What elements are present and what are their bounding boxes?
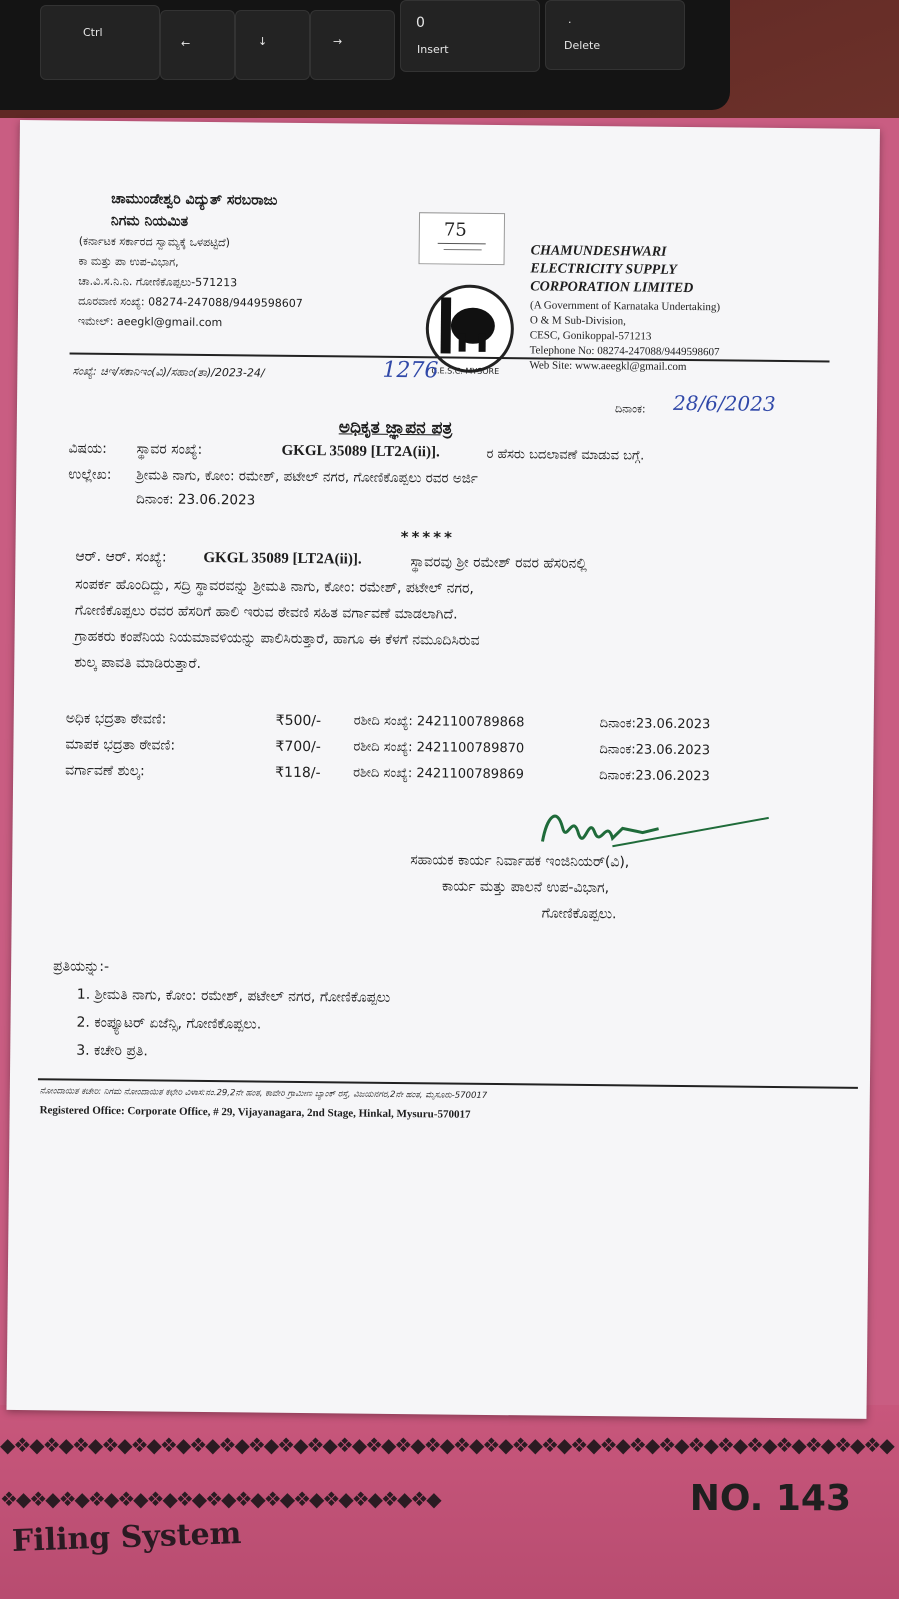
body-line5: ಶುಲ್ಕ ಪಾವತಿ ಮಾಡಿರುತ್ತಾರೆ.: [74, 654, 202, 672]
subject-installation-code: GKGL 35089 [LT2A(ii)].: [281, 442, 440, 461]
payment-date: ದಿನಾಂಕ:23.06.2023: [599, 768, 710, 785]
en-company-name-line2: ELECTRICITY SUPPLY: [530, 261, 677, 278]
cesc-seal-logo: [425, 284, 514, 373]
key-label: 0: [416, 15, 425, 31]
seal-caption: C.E.S.C. MYSORE: [431, 366, 500, 377]
date-label: ದಿನಾಂಕ:: [614, 402, 646, 416]
folder-ornament-border: ❖◆❖◆❖◆❖◆❖◆❖◆❖◆❖◆❖◆❖◆❖◆❖◆❖◆❖◆❖◆: [0, 1487, 440, 1511]
payment-amount: ₹500/-: [275, 712, 322, 730]
kn-email: ಇಮೇಲ್: aeegkl@gmail.com: [77, 314, 223, 330]
payment-date: ದಿನಾಂಕ:23.06.2023: [599, 716, 711, 733]
copy-item: 1. ಶ್ರೀಮತಿ ನಾಗು, ಕೋಂ: ರಮೇಶ್, ಪಟೇಲ್ ನಗರ, ಗೋಣಿಕೊಪ್ಪಲು: [76, 986, 391, 1006]
folder-number: NO. 143: [689, 1478, 851, 1519]
reference-note-line1: ಶ್ರೀಮತಿ ನಾಗು, ಕೋಂ: ರಮೇಶ್, ಪಟೇಲ್ ನಗರ, ಗೋಣಿಕೊಪ್ಪಲು ರವರ ಅರ್ಜಿ: [136, 467, 478, 487]
kn-company-name-line2: ನಿಗಮ ನಿಯಮಿತ: [110, 212, 189, 230]
footer-kn-office: ನೋಂದಾಯಿತ ಕಚೇರಿ: ನಿಗಮ ನೋಂದಾಯಿತ ಕಛೇರಿ ವಿಳಾಸ:ನಂ.29,2ನೇ ಹಂತ, ಕಾವೇರಿ ಗ್ರಾಮೀಣ ಬ್ಯಾಂಕ್ ರಸ್ತೆ, ವಿಜಯನಗರ,2ನೇ ಹಂತ, ಮೈಸೂರು-570017: [39, 1086, 488, 1101]
body-line4: ಗ್ರಾಹಕರು ಕಂಪೆನಿಯ ನಿಯಮಾವಳಿಯನ್ನು ಪಾಲಿಸಿರುತ್ತಾರೆ, ಹಾಗೂ ಈ ಕೆಳಗೆ ನಮೂದಿಸಿರುವ: [74, 628, 480, 649]
payment-amount: ₹700/-: [275, 738, 321, 756]
reference-note-label: ಉಲ್ಲೇಖ:: [68, 466, 112, 483]
subject-text-post: ರ ಹೆಸರು ಬದಲಾವಣೆ ಮಾಡುವ ಬಗ್ಗೆ.: [486, 446, 645, 464]
key-sublabel: Delete: [564, 39, 601, 52]
reference-number-label: ಸಂಖ್ಯೆ: ಚಿಇ/ಸಕಾನಿಇಂ(ವಿ)/ಸಹಾಂ(ತಾ)/2023-24/: [72, 364, 265, 380]
payment-receipt: ರಶೀದಿ ಸಂಖ್ಯೆ: 2421100789868: [353, 713, 525, 731]
payment-label: ಮಾಪಕ ಭದ್ರತಾ ಠೇವಣಿ:: [65, 736, 176, 754]
kn-company-name-line1: ಚಾಮುಂಡೇಶ್ವರಿ ವಿದ್ಯುತ್ ಸರಬರಾಜು: [111, 190, 278, 209]
body-line1-pre: ಆರ್. ಆರ್. ಸಂಖ್ಯೆ:: [75, 548, 167, 566]
folder-label: Filing System: [11, 1516, 242, 1559]
key-left: [160, 10, 235, 80]
key-label: ←: [181, 37, 191, 50]
body-line3: ಗೋಣಿಕೊಪ್ಪಲು ರವರ ಹೆಸರಿಗೆ ಹಾಲಿ ಇರುವ ಠೇವಣಿ ಸಹಿತ ವರ್ಗಾವಣೆ ಮಾಡಲಾಗಿದೆ.: [74, 602, 458, 623]
payment-date: ದಿನಾಂಕ:23.06.2023: [599, 742, 711, 759]
en-company-name-line1: CHAMUNDESHWARI: [530, 243, 667, 260]
lamp-emblem-icon: [420, 213, 505, 264]
payment-amount: ₹118/-: [275, 764, 321, 782]
key-right: [310, 10, 395, 80]
folder-ornament-border: ◆❖◆❖◆❖◆❖◆❖◆❖◆❖◆❖◆❖◆❖◆❖◆❖◆❖◆❖◆❖◆❖◆❖◆❖◆❖◆❖◆❖◆❖◆❖◆❖◆❖◆❖◆❖◆❖◆❖◆❖◆: [0, 1433, 893, 1457]
payment-receipt: ರಶೀದಿ ಸಂಖ್ಯೆ: 2421100789870: [353, 739, 525, 757]
svg-text:75: 75: [443, 219, 467, 241]
brand-badge: [419, 212, 506, 265]
reference-note-line2: ದಿನಾಂಕ: 23.06.2023: [135, 491, 256, 509]
key-ctrl: [40, 5, 160, 80]
memo-title: ಅಧಿಕೃತ ಜ್ಞಾಪನ ಪತ್ರ: [338, 417, 453, 439]
key-insert: [400, 0, 540, 72]
kn-sub-division: ಕಾ ಮತ್ತು ಪಾ ಉಪ-ವಿಭಾಗ,: [78, 254, 179, 269]
body-line1-post: ಸ್ಥಾವರವು ಶ್ರೀ ರಮೇಶ್ ರವರ ಹೆಸರಿನಲ್ಲಿ: [410, 554, 587, 572]
key-label: .: [568, 13, 572, 26]
en-company-name-line3: CORPORATION LIMITED: [530, 279, 694, 297]
key-sublabel: Insert: [417, 43, 449, 56]
kn-govt-undertaking: (ಕರ್ನಾಟಕ ಸರ್ಕಾರದ ಸ್ವಾಮ್ಯಕ್ಕೆ ಒಳಪಟ್ಟಿದೆ): [78, 234, 230, 250]
date-handwritten: 28/6/2023: [672, 390, 776, 416]
en-sub-division: O & M Sub-Division,: [529, 314, 626, 328]
footer-en-office: Registered Office: Corporate Office, # 29, Vijayanagara, 2nd Stage, Hinkal, Mysuru-570017: [39, 1104, 471, 1121]
en-address: CESC, Gonikoppal-571213: [529, 329, 652, 343]
key-delete: [545, 0, 685, 70]
payment-label: ವರ್ಗಾವಣೆ ಶುಲ್ಕ:: [65, 762, 145, 780]
reference-number-handwritten: 1276: [382, 357, 439, 384]
key-label: Ctrl: [83, 26, 103, 39]
signatory-designation: ಸಹಾಯಕ ಕಾರ್ಯ ನಿರ್ವಾಹಕ ಇಂಜಿನಿಯರ್(ವಿ),: [410, 852, 630, 871]
key-label: ↓: [258, 35, 268, 48]
document-page: [6, 120, 879, 1419]
body-installation-code: GKGL 35089 [LT2A(ii)].: [203, 549, 362, 568]
en-phone: Telephone No: 08274-247088/9449598607: [529, 344, 720, 359]
copy-item: 2. ಕಂಪ್ಯೂಟರ್ ಏಜೆನ್ಸಿ, ಗೋಣಿಕೊಪ್ಪಲು.: [76, 1014, 262, 1033]
body-line2: ಸಂಪರ್ಕ ಹೊಂದಿದ್ದು, ಸದ್ರಿ ಸ್ಥಾವರವನ್ನು ಶ್ರೀಮತಿ ನಾಗು, ಕೋಂ: ರಮೇಶ್, ಪಟೇಲ್ ನಗರ,: [75, 576, 474, 597]
section-separator-stars: *****: [400, 528, 455, 547]
keyboard: [0, 0, 730, 110]
key-down: [235, 10, 310, 80]
key-label: →: [333, 35, 343, 48]
signature-mark: [532, 797, 773, 860]
en-website: Web Site: www.aeegkl@gmail.com: [529, 359, 687, 373]
kn-phone: ದೂರವಾಣಿ ಸಂಖ್ಯೆ: 08274-247088/9449598607: [78, 294, 303, 310]
payment-label: ಅಧಿಕ ಭದ್ರತಾ ಠೇವಣಿ:: [65, 710, 167, 728]
subject-label: ವಿಷಯ:: [68, 440, 107, 457]
signatory-office: ಕಾರ್ಯ ಮತ್ತು ಪಾಲನೆ ಉಪ-ವಿಭಾಗ,: [441, 878, 610, 897]
copy-item: 3. ಕಚೇರಿ ಪ್ರತಿ.: [76, 1042, 148, 1060]
copies-label: ಪ್ರತಿಯನ್ನು:-: [53, 958, 110, 975]
payment-receipt: ರಶೀದಿ ಸಂಖ್ಯೆ: 2421100789869: [353, 765, 525, 783]
en-govt-undertaking: (A Government of Karnataka Undertaking): [530, 299, 721, 314]
kn-address: ಚಾ.ವಿ.ಸ.ನಿ.ನಿ. ಗೋಣಿಕೊಪ್ಪಲು-571213: [78, 274, 238, 290]
subject-text-pre: ಸ್ಥಾವರ ಸಂಖ್ಯೆ:: [136, 441, 203, 458]
signatory-place: ಗೋಣಿಕೊಪ್ಪಲು.: [541, 905, 617, 923]
